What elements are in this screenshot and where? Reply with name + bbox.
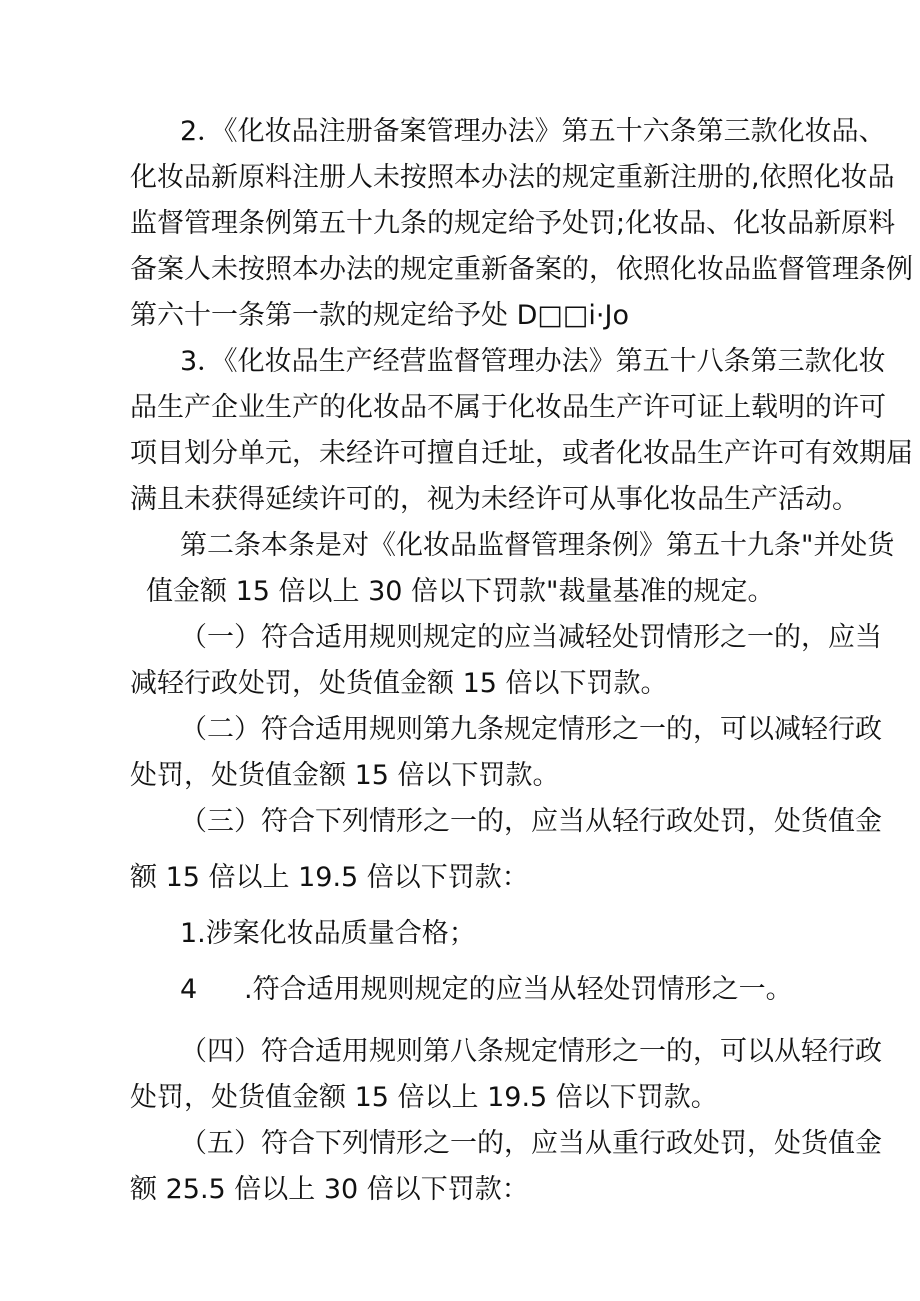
paragraph-2-line-4: 满且未获得延续许可的，视为未经许可从事化妆品生产活动。 bbox=[130, 484, 859, 515]
paragraph-10-line-1: （五）符合下列情形之一的，应当从重行政处罚，处货值金 bbox=[180, 1128, 882, 1159]
paragraph-5-line-2: 处罚，处货值金额 15 倍以下罚款。 bbox=[130, 760, 560, 791]
paragraph-3-line-1: 第二条本条是对《化妆品监督管理条例》第五十九条"并处货 bbox=[180, 530, 895, 561]
paragraph-6-line-1: （三）符合下列情形之一的，应当从轻行政处罚，处货值金 bbox=[180, 806, 882, 837]
paragraph-10-line-2: 额 25.5 倍以上 30 倍以下罚款： bbox=[130, 1174, 529, 1205]
paragraph-1-line-5: 第六十一条第一款的规定给予处 D□□i·Jo bbox=[130, 300, 629, 331]
paragraph-2-line-1: 3．《化妆品生产经营监督管理办法》第五十八条第三款化妆 bbox=[180, 346, 886, 377]
paragraph-7-line-1: 1.涉案化妆品质量合格； bbox=[180, 918, 476, 949]
paragraph-1-line-4: 备案人未按照本办法的规定重新备案的，依照化妆品监督管理条例 bbox=[130, 254, 913, 285]
list-number-4: 4 bbox=[180, 974, 198, 1005]
paragraph-9-line-2: 处罚，处货值金额 15 倍以上 19.5 倍以下罚款。 bbox=[130, 1082, 718, 1113]
paragraph-4-line-1: （一）符合适用规则规定的应当减轻处罚情形之一的，应当 bbox=[180, 622, 882, 653]
paragraph-5-line-1: （二）符合适用规则第九条规定情形之一的，可以减轻行政 bbox=[180, 714, 882, 745]
paragraph-4-line-2: 减轻行政处罚，处货值金额 15 倍以下罚款。 bbox=[130, 668, 668, 699]
paragraph-9-line-1: （四）符合适用规则第八条规定情形之一的，可以从轻行政 bbox=[180, 1036, 882, 1067]
paragraph-1-line-1: 2．《化妆品注册备案管理办法》第五十六条第三款化妆品、 bbox=[180, 116, 886, 147]
paragraph-1-line-3: 监督管理条例第五十九条的规定给予处罚;化妆品、化妆品新原料 bbox=[130, 208, 896, 239]
paragraph-2-line-3: 项目划分单元，未经许可擅自迁址，或者化妆品生产许可有效期届 bbox=[130, 438, 913, 469]
paragraph-3-line-2: 值金额 15 倍以上 30 倍以下罚款"裁量基准的规定。 bbox=[146, 576, 775, 607]
paragraph-2-line-2: 品生产企业生产的化妆品不属于化妆品生产许可证上载明的许可 bbox=[130, 392, 886, 423]
paragraph-1-line-2: 化妆品新原料注册人未按照本办法的规定重新注册的,依照化妆品 bbox=[130, 162, 895, 193]
paragraph-6-line-2: 额 15 倍以上 19.5 倍以下罚款： bbox=[130, 862, 529, 893]
paragraph-8-line-1: .符合适用规则规定的应当从轻处罚情形之一。 bbox=[244, 974, 793, 1005]
